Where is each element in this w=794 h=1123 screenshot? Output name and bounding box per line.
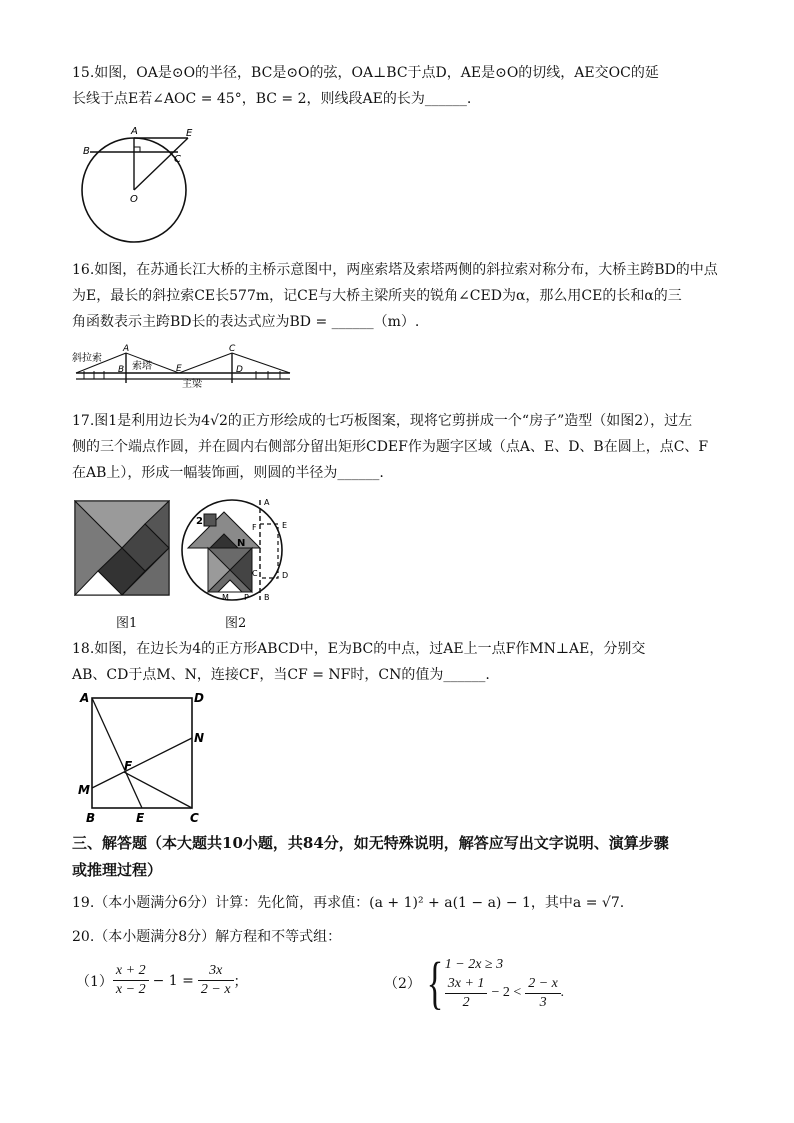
q20-part2	[384, 950, 565, 1015]
label-b: B	[118, 365, 125, 375]
figure2-caption: 图2	[225, 616, 247, 631]
q16-bridge-figure	[72, 343, 294, 391]
figure1-caption: 图1	[116, 616, 138, 631]
label-f: F	[252, 523, 257, 532]
brace: {	[426, 950, 444, 1015]
label-a: A	[80, 691, 90, 705]
denominator: 3	[539, 994, 547, 1010]
label-e: E	[136, 811, 145, 824]
equation-end: ；	[233, 973, 248, 990]
q17-tangram-figure1	[74, 500, 170, 596]
fraction	[525, 975, 561, 1012]
label-p: P	[244, 593, 249, 602]
label-2: 2	[196, 516, 203, 527]
denominator: 2 − x	[200, 982, 231, 997]
q20-part2-label: （2）	[384, 976, 421, 992]
label-b: B	[86, 811, 96, 824]
label-o: O	[130, 194, 138, 205]
inequality-2	[445, 975, 565, 1012]
label-b: B	[83, 146, 90, 157]
right-angle-mark	[134, 147, 140, 152]
q17-text	[72, 408, 732, 486]
q17-line1: 17.图1是利用边长为4√2的正方形绘成的七巧板图案，现将它剪拼成一个“房子”造型（如图2），过左	[72, 413, 693, 429]
label-d: D	[236, 365, 243, 375]
chimney	[204, 514, 216, 526]
label-c: C	[229, 344, 236, 354]
q16-text	[72, 257, 732, 335]
q15-line2: 长线于点E若∠AOC = 45°，BC = 2，则线段AE的长为______.	[72, 91, 472, 107]
denominator: 2	[462, 994, 470, 1010]
label-a: A	[123, 344, 130, 354]
label-m: M	[222, 593, 229, 602]
label-a: A	[131, 126, 138, 137]
label-beam: 主梁	[182, 379, 202, 390]
label-e: E	[282, 521, 288, 530]
fraction	[113, 962, 149, 999]
rect-cdef	[260, 524, 278, 578]
label-m: M	[78, 783, 90, 797]
q20-part1-label: （1）	[76, 973, 113, 990]
label-tower: 索塔	[132, 361, 152, 372]
label-a: A	[264, 498, 270, 507]
fraction	[198, 962, 234, 999]
inequality-end: .	[560, 985, 565, 1000]
q18-line1: 18.如图，在边长为4的正方形ABCD中，E为BC的中点，过AE上一点F作MN⊥AE，分别交	[72, 641, 646, 657]
q17-house-figure2	[180, 496, 296, 602]
cable	[179, 353, 232, 373]
q17-line3: 在AB上），形成一幅装饰画，则圆的半径为______.	[72, 465, 384, 481]
label-c: C	[174, 154, 181, 165]
q15-text	[72, 60, 732, 112]
numerator: x + 2	[113, 962, 149, 981]
section-3-line2: 或推理过程）	[72, 861, 163, 879]
label-e: E	[176, 364, 182, 374]
numerator: 3x + 1	[445, 975, 488, 994]
section-3-header	[72, 830, 732, 884]
label-c: C	[190, 811, 199, 824]
numerator: 2 − x	[525, 975, 561, 994]
segment-ae	[92, 698, 142, 808]
q16-line1: 16.如图，在苏通长江大桥的主桥示意图中，两座索塔及索塔两侧的斜拉索对称分布，大桥主跨BD的中点	[72, 262, 718, 278]
label-d: D	[282, 571, 289, 580]
label-c: C	[252, 569, 258, 578]
q17-line2: 侧的三个端点作圆，并在圆内右侧部分留出矩形CDEF作为题字区域（点A、E、D、B在圆上，点C、F	[72, 439, 709, 455]
q18-line2: AB、CD于点M、N，连接CF，当CF = NF时，CN的值为______.	[72, 667, 490, 683]
q18-text	[72, 636, 732, 688]
equation-middle: − 1 =	[152, 972, 194, 989]
q15-circle-figure	[78, 122, 198, 246]
label-e: E	[186, 128, 193, 139]
inequality-middle: − 2 <	[491, 985, 522, 1000]
q20-text: 20.（本小题满分8分）解方程和不等式组：	[72, 929, 342, 945]
q18-square-figure	[72, 688, 212, 824]
label-d: D	[194, 691, 204, 705]
segment-mn	[92, 738, 192, 788]
numerator: 3x	[198, 962, 234, 981]
q16-line3: 角函数表示主跨BD长的表达式应为BD = ______（m）.	[72, 314, 420, 330]
label-cable: 斜拉索	[72, 353, 102, 364]
denominator: x − 2	[115, 982, 146, 997]
q20-part1	[76, 962, 248, 999]
inequality-1: 1 − 2x ≥ 3	[444, 956, 504, 972]
label-b: B	[264, 593, 270, 602]
section-3-line1: 三、解答题（本大题共10小题，共84分，如无特殊说明，解答应写出文字说明、演算步骤	[72, 834, 669, 852]
label-n: N	[237, 538, 246, 549]
q16-line2: 为E，最长的斜拉索CE长577m，记CE与大桥主梁所夹的锐角∠CED为α，那么用CE的长和α的三	[72, 288, 682, 304]
q19-text: 19.（本小题满分6分）计算：先化简，再求值：(a + 1)² + a(1 − a) − 1，其中a = √7.	[72, 895, 625, 911]
square-abcd	[92, 698, 192, 808]
label-n: N	[194, 731, 205, 745]
fraction	[445, 975, 488, 1012]
inequality-system	[445, 955, 565, 1012]
q15-line1: 15.如图，OA是⊙O的半径，BC是⊙O的弦，OA⊥BC于点D，AE是⊙O的切线，AE交OC的延	[72, 65, 659, 81]
label-f: F	[124, 759, 133, 773]
